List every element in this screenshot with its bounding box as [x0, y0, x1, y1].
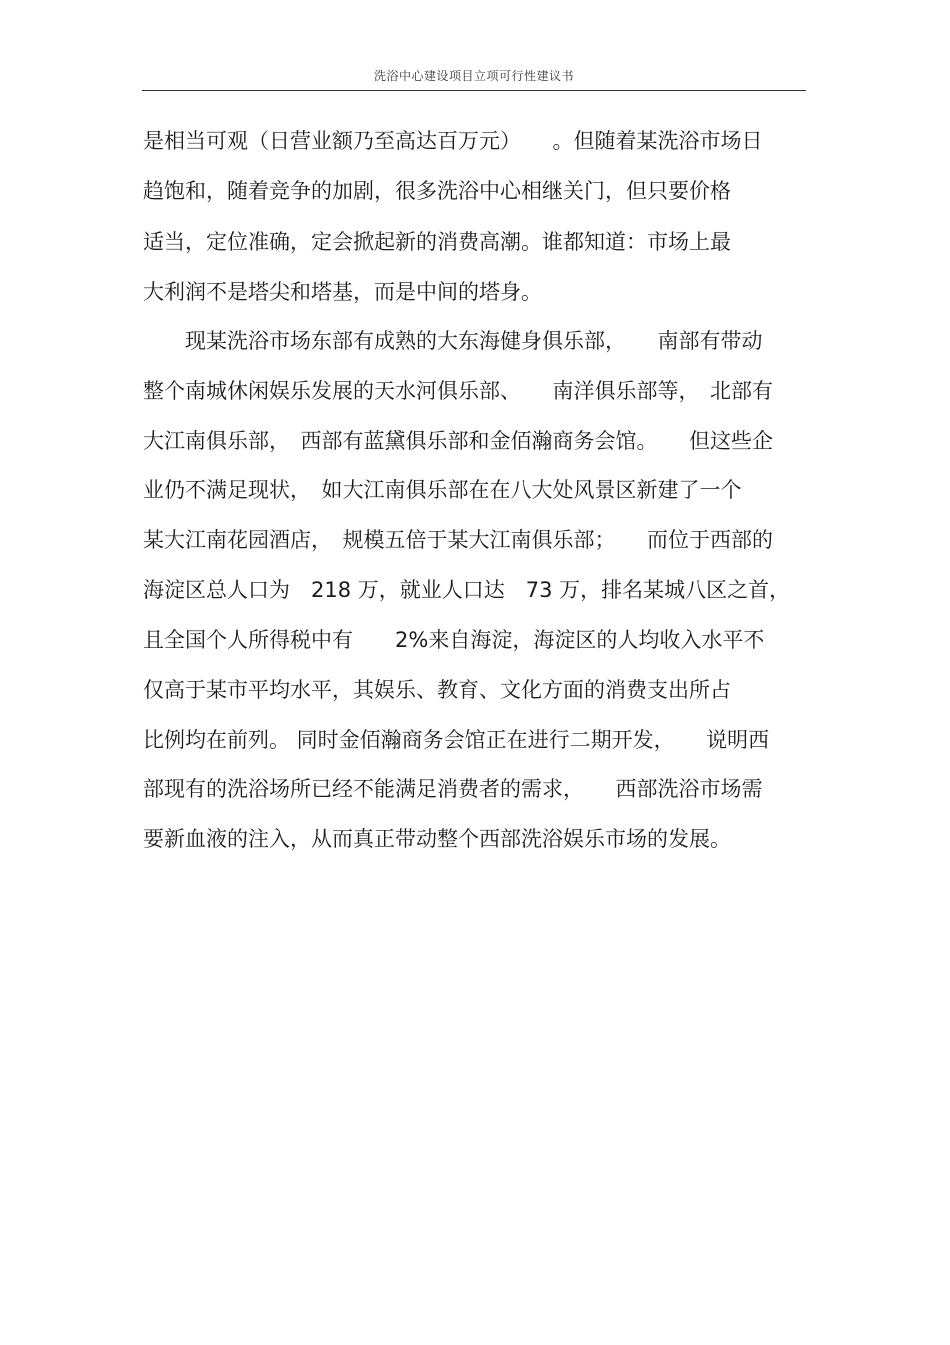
paragraph-1-line: 适当，定位准确，定会掀起新的消费高潮。谁都知道：市场上最	[143, 230, 731, 254]
paragraph-1-line: 趋饱和，随着竞争的加剧，很多洗浴中心相继关门，但只要价格	[143, 179, 731, 203]
paragraph-2-line: 要新血液的注入，从而真正带动整个西部洗浴娱乐市场的发展。	[143, 827, 731, 851]
paragraph-2-line: 业仍不满足现状， 如大江南俱乐部在在八大处风景区新建了一个	[143, 478, 742, 502]
paragraph-2-line: 大江南俱乐部， 西部有蓝黛俱乐部和金佰瀚商务会馆。 但这些企	[143, 429, 773, 453]
paragraph-1-line: 是相当可观（日营业额乃至高达百万元） 。但随着某洗浴市场日	[143, 129, 763, 153]
paragraph-2-line: 部现有的洗浴场所已经不能满足消费者的需求， 西部洗浴市场需	[143, 777, 763, 801]
paragraph-2-line: 比例均在前列。 同时金佰瀚商务会馆正在进行二期开发， 说明西	[143, 728, 770, 752]
paragraph-2-line: 整个南城休闲娱乐发展的天水河俱乐部、 南洋俱乐部等， 北部有	[143, 379, 773, 403]
paragraph-1-line: 大利润不是塔尖和塔基，而是中间的塔身。	[143, 280, 542, 304]
document-title: 洗浴中心建设项目立项可行性建议书	[373, 69, 574, 83]
paragraph-2-line: 现某洗浴市场东部有成熟的大东海健身俱乐部， 南部有带动	[143, 329, 763, 353]
paragraph-2-line: 仅高于某市平均水平，其娱乐、教育、文化方面的消费支出所占	[143, 678, 731, 702]
paragraph-2-line: 且全国个人所得税中有 2%来自海淀，海淀区的人均收入水平不	[143, 628, 765, 652]
paragraph-2-line: 海淀区总人口为 218 万，就业人口达 73 万，排名某城八区之首，	[143, 578, 791, 602]
paragraph-2-line: 某大江南花园酒店， 规模五倍于某大江南俱乐部； 而位于西部的	[143, 528, 773, 552]
